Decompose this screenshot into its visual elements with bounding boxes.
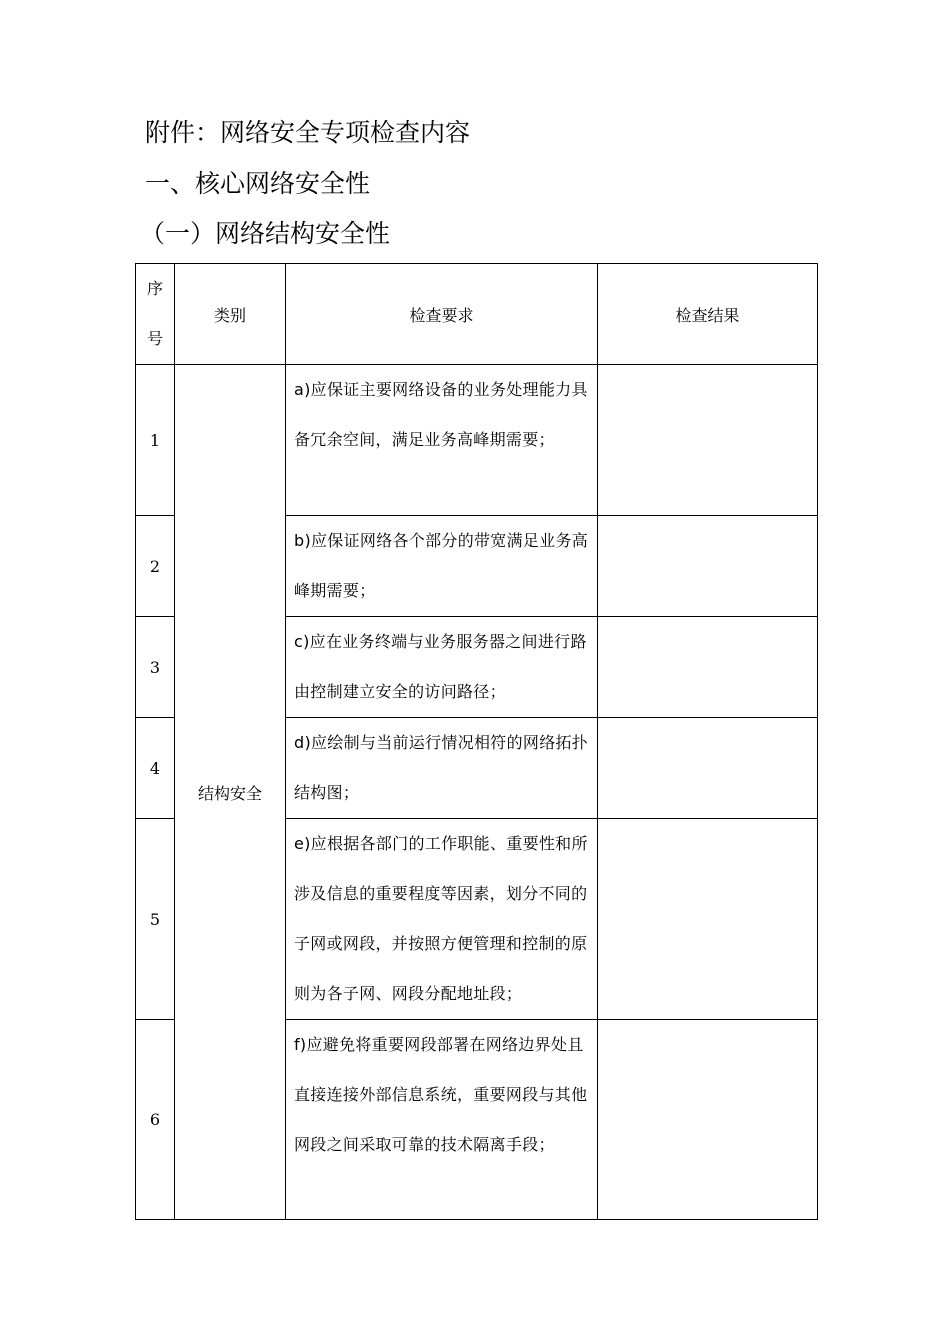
row-number: 2	[136, 516, 175, 617]
category-cell: 结构安全	[175, 365, 286, 1220]
requirement-cell: c)应在业务终端与业务服务器之间进行路由控制建立安全的访问路径；	[286, 617, 598, 718]
inspection-table	[135, 263, 818, 1220]
result-cell[interactable]	[598, 365, 818, 516]
header-row	[136, 264, 818, 365]
requirement-cell: a)应保证主要网络设备的业务处理能力具备冗余空间，满足业务高峰期需要；	[286, 365, 598, 516]
row-number: 3	[136, 617, 175, 718]
row-number: 4	[136, 718, 175, 819]
result-cell[interactable]	[598, 617, 818, 718]
result-cell[interactable]	[598, 718, 818, 819]
requirement-cell: f)应避免将重要网段部署在网络边界处且直接连接外部信息系统，重要网段与其他网段之间采取可靠的技术隔离手段；	[286, 1020, 598, 1220]
table-row	[136, 365, 818, 516]
result-cell[interactable]	[598, 819, 818, 1020]
requirement-cell: b)应保证网络各个部分的带宽满足业务高峰期需要；	[286, 516, 598, 617]
header-seq-line2: 号	[146, 329, 163, 348]
requirement-cell: d)应绘制与当前运行情况相符的网络拓扑结构图；	[286, 718, 598, 819]
header-category: 类别	[175, 264, 286, 365]
row-number: 1	[136, 365, 175, 516]
section-heading: 一、核心网络安全性	[145, 169, 371, 198]
requirement-cell: e)应根据各部门的工作职能、重要性和所涉及信息的重要程度等因素，划分不同的子网或网段，并按照方便管理和控制的原则为各子网、网段分配地址段；	[286, 819, 598, 1020]
header-seq	[136, 264, 175, 365]
row-number: 6	[136, 1020, 175, 1220]
row-number: 5	[136, 819, 175, 1020]
header-result: 检查结果	[598, 264, 818, 365]
document-title: 附件：网络安全专项检查内容	[145, 118, 471, 147]
header-seq-line1: 序	[146, 279, 163, 298]
result-cell[interactable]	[598, 516, 818, 617]
result-cell[interactable]	[598, 1020, 818, 1220]
header-requirement: 检查要求	[286, 264, 598, 365]
subsection-heading: （一）网络结构安全性	[140, 219, 391, 248]
